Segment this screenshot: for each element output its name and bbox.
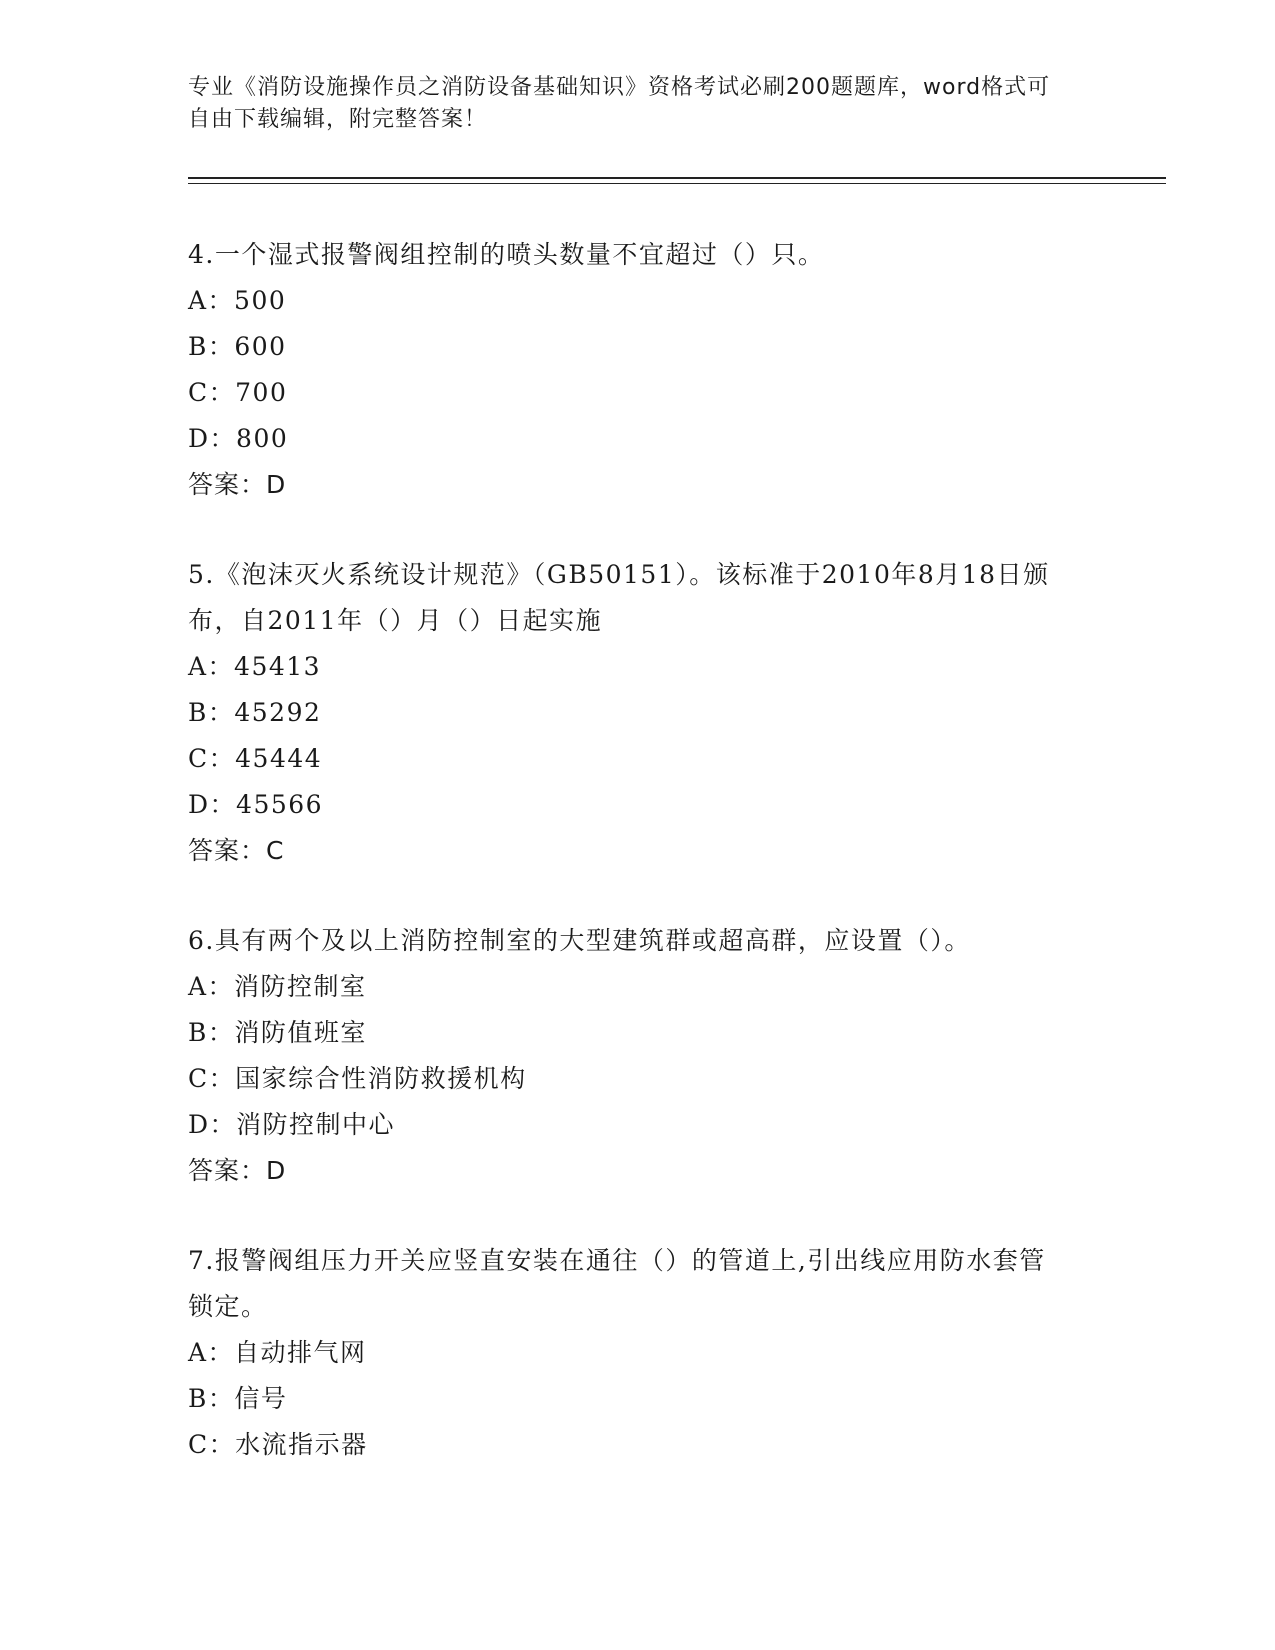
question-4 <box>188 232 1088 508</box>
option-d: D：800 <box>188 424 289 453</box>
option-b: B：45292 <box>188 698 322 727</box>
question-6 <box>188 918 1088 1194</box>
option-a: A：消防控制室 <box>188 972 367 1001</box>
document-header: 专业《消防设施操作员之消防设备基础知识》资格考试必刷200题题库，word格式可自由下载编辑，附完整答案！ <box>188 75 1051 132</box>
option-c: C：700 <box>188 378 288 407</box>
answer-line: 答案：D <box>188 470 287 499</box>
question-7 <box>188 1238 1088 1468</box>
option-a: A：45413 <box>188 652 322 681</box>
option-c: C：国家综合性消防救援机构 <box>188 1064 527 1093</box>
option-b: B：信号 <box>188 1384 288 1413</box>
question-text: 7.报警阀组压力开关应竖直安装在通往（）的管道上,引出线应用防水套管锁定。 <box>188 1246 1046 1321</box>
option-a: A：500 <box>188 286 287 315</box>
question-list <box>188 232 1088 1512</box>
option-b: B：消防值班室 <box>188 1018 367 1047</box>
option-a: A：自动排气网 <box>188 1338 367 1367</box>
question-text: 4.一个湿式报警阀组控制的喷头数量不宜超过（）只。 <box>188 240 825 269</box>
question-5 <box>188 552 1088 874</box>
option-d: D：45566 <box>188 790 324 819</box>
question-text: 5.《泡沫灭火系统设计规范》（GB50151）。该标准于2010年8月18日颁布，自2011年（）月（）日起实施 <box>188 560 1050 635</box>
option-d: D：消防控制中心 <box>188 1110 396 1139</box>
option-c: C：水流指示器 <box>188 1430 368 1459</box>
header-divider-thin <box>188 183 1166 184</box>
option-b: B：600 <box>188 332 287 361</box>
header-divider-thick <box>188 177 1166 179</box>
answer-line: 答案：C <box>188 836 285 865</box>
answer-line: 答案：D <box>188 1156 287 1185</box>
question-text: 6.具有两个及以上消防控制室的大型建筑群或超高群，应设置（）。 <box>188 926 971 955</box>
option-c: C：45444 <box>188 744 323 773</box>
